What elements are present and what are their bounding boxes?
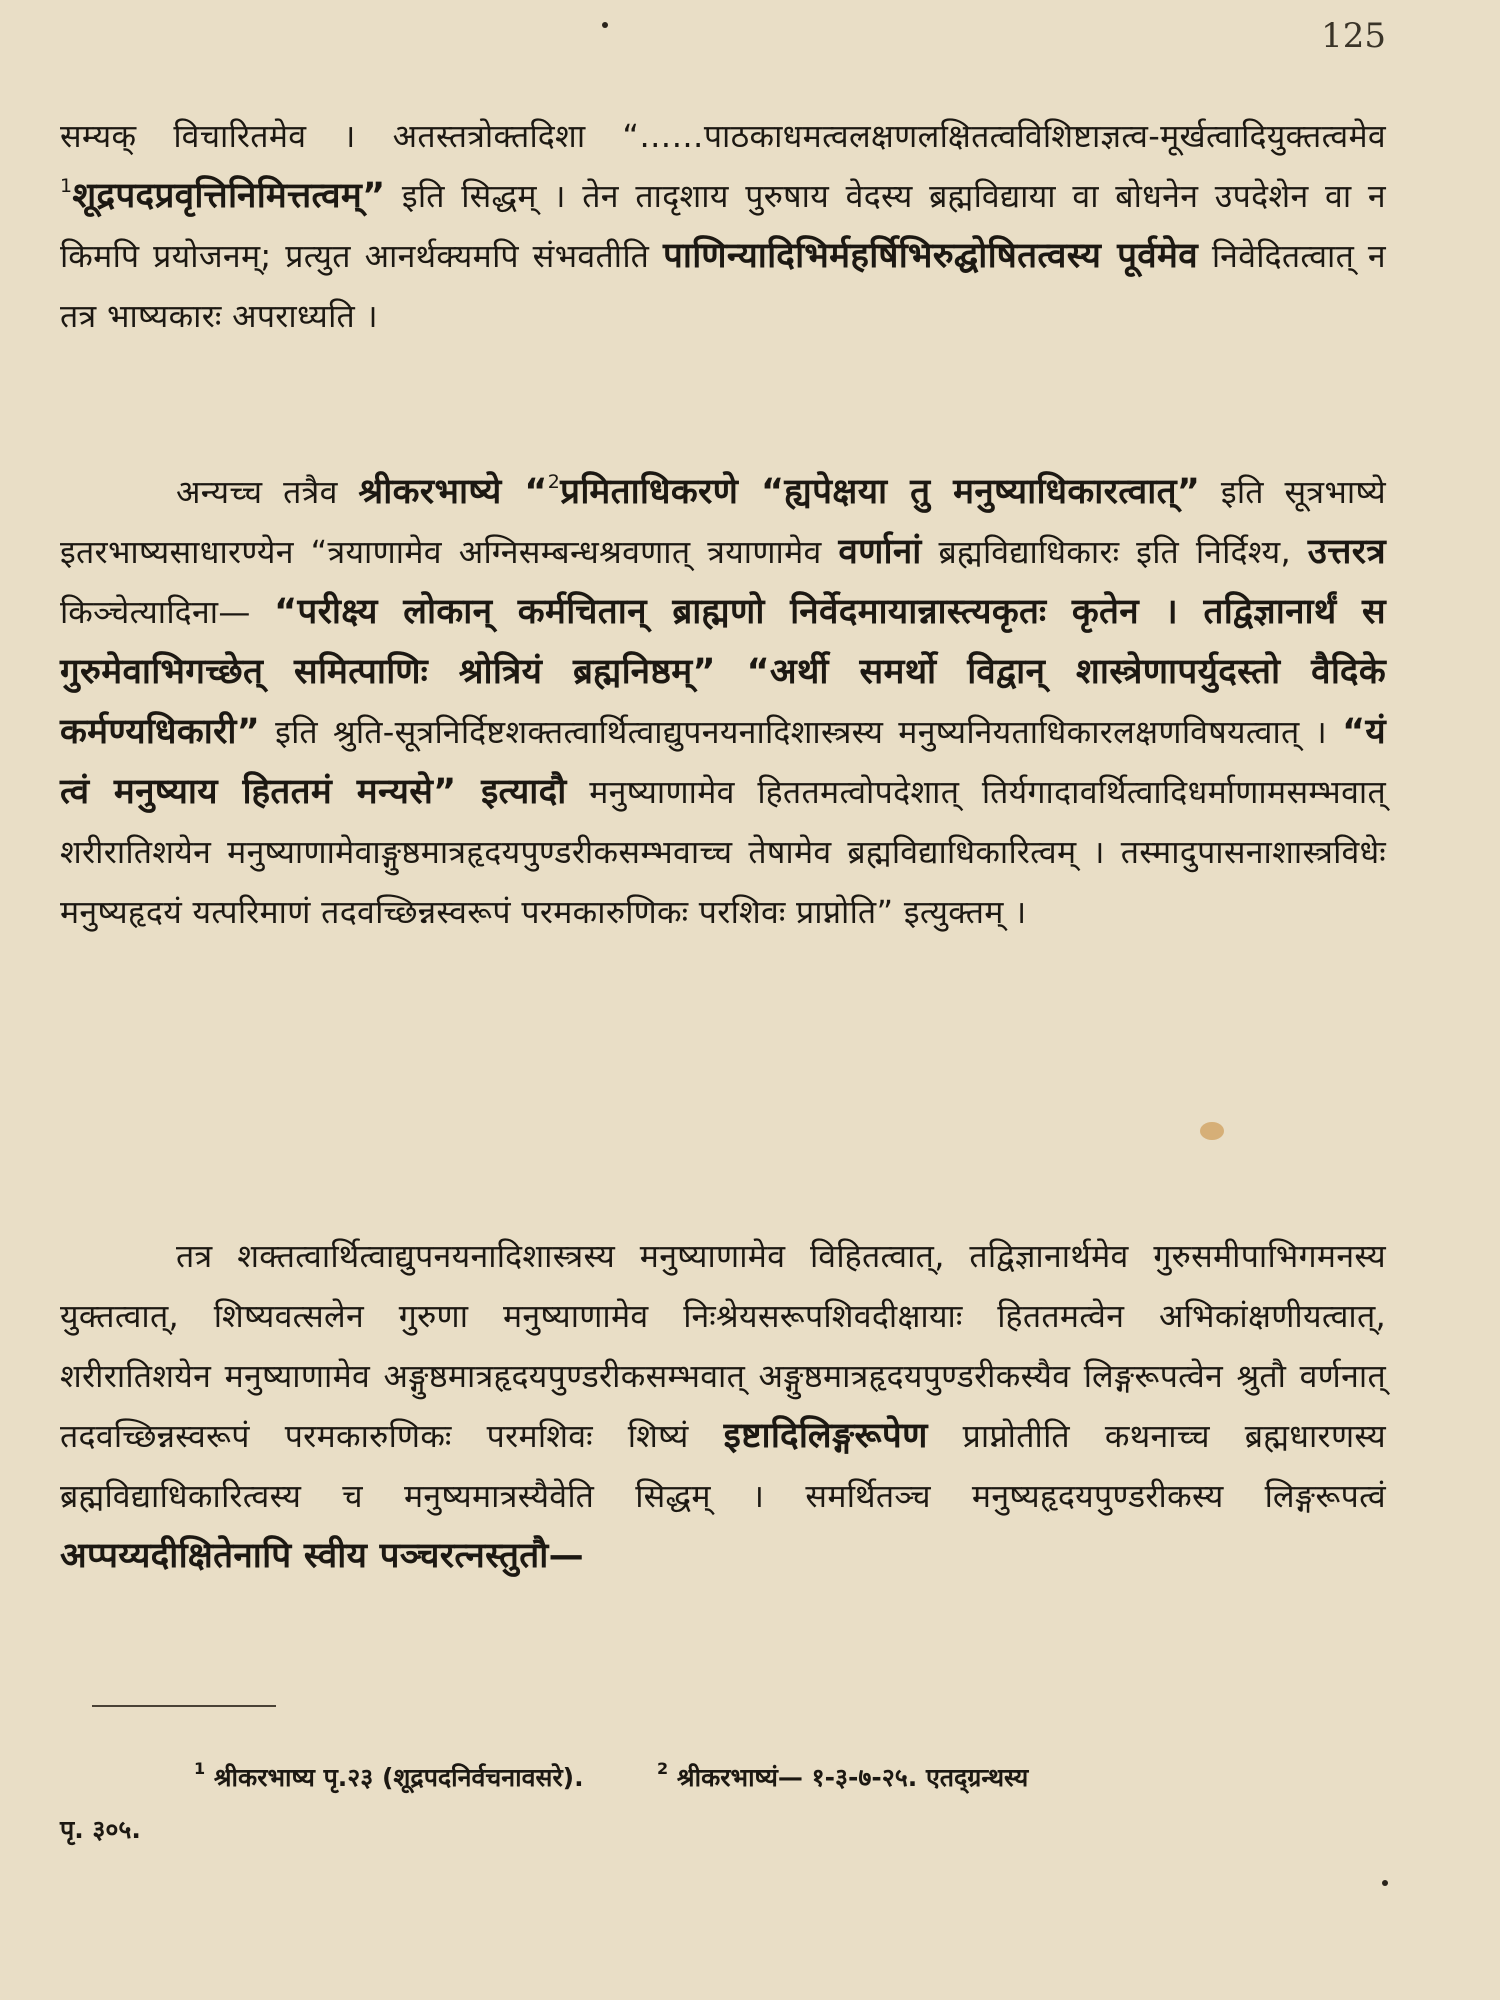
emphasis-text: पाणिन्यादिभिर्महर्षिभिरुद्घोषितत्वस्य पूर्वमेव: [662, 236, 1199, 276]
text-run: इति श्रुति-सूत्रनिर्दिष्टशक्तत्वार्थित्वाद्युपनयनादिशास्त्रस्य मनुष्यनियताधिकारलक्षणविषयत्वात् ।: [260, 713, 1343, 751]
footnote-2-continued: पृ. ३०५.: [60, 1815, 141, 1844]
text-run: प्राप्नोतीति कथनाच्च ब्रह्मधारणस्य ब्रह्मविद्याधिकारित्वस्य च मनुष्यमात्रस्यैवेति सिद्धम् । समर्थितञ्च मनुष्यहृदयपुण्डरीकस्य लिङ्गरूपत्वं: [60, 1417, 1386, 1515]
text-run: मनुष्याणामेव हिततमत्वोपदेशात् तिर्यगादावर्थित्वादिधर्माणामसम्भवात् शरीरातिशयेन मनुष्याणामेवाङ्गुष्ठमात्रहृदयपुण्डरीकसम्भवाच्च तेषामेव ब्रह्मविद्याधिकारित्वम् । तस्मादुपासनाशास्त्रविधेः मनुष्यहृदयं यत्परिमाणं तदवच्छिन्नस्वरूपं परमकारुणिकः परशिवः प्राप्नोति” इत्युक्तम् ।: [60, 773, 1386, 931]
paper-stain: [1200, 1122, 1224, 1140]
footnote-1-text: श्रीकरभाष्य पृ.२३ (शूद्रपदनिर्वचनावसरे).: [213, 1763, 584, 1792]
footnote-divider: [92, 1705, 276, 1707]
text-run: निवेदितत्वात् न तत्र भाष्यकारः अपराध्यति ।: [60, 237, 1386, 335]
emphasis-text: उत्तरत्र: [1307, 532, 1386, 572]
paragraph-2: [60, 462, 1386, 942]
paragraph-1: [60, 106, 1386, 346]
text-run: अन्यच्च तत्रैव: [176, 473, 359, 511]
text-run: सम्यक् विचारितमेव । अतस्तत्रोक्तदिशा “……पाठकाधमत्वलक्षणलक्षितत्वविशिष्टाज्ञत्व-मूर्खत्वादियुक्तत्वमेव: [60, 117, 1386, 155]
emphasis-text: अप्पय्यदीक्षितेनापि स्वीय पञ्चरत्नस्तुतौ—: [60, 1536, 584, 1576]
text-run: इति सिद्धम् । तेन तादृशाय पुरुषाय वेदस्य ब्रह्मविद्याया वा बोधनेन उपदेशेन वा न किमपि प्रयोजनम्; प्रत्युत आनर्थक्यमपि संभवतीति: [60, 177, 1386, 275]
text-run: इति सूत्रभाष्ये इतरभाष्यसाधारण्येन “त्रयाणामेव अग्निसम्बन्धश्रवणात् त्रयाणामेव: [60, 473, 1386, 571]
emphasis-text: प्रमिताधिकरणे “ह्यपेक्षया तु मनुष्याधिकारत्वात्”: [560, 472, 1201, 512]
emphasis-text: इष्टादिलिङ्गरूपेण: [723, 1416, 928, 1456]
quoted-verse: “परीक्ष्य लोकान् कर्मचितान् ब्राह्मणो निर्वेदमायान्नास्त्यकृतः कृतेन । तद्विज्ञानार्थं स गुरुमेवाभिगच्छेत् समित्पाणिः श्रोत्रियं ब्रह्मनिष्ठम्” “अर्थी समर्थो विद्वान् शास्त्रेणापर्युदस्तो वैदिके कर्मण्यधिकारी”: [60, 592, 1386, 752]
print-speck: [602, 22, 608, 28]
text-run: तत्र शक्तत्वार्थित्वाद्युपनयनादिशास्त्रस्य मनुष्याणामेव विहितत्वात्, तद्विज्ञानार्थमेव गुरुसमीपाभिगमनस्य युक्तत्वात्, शिष्यवत्सलेन गुरुणा मनुष्याणामेव निःश्रेयसरूपशिवदीक्षायाः हिततमत्वेन अभिकांक्षणीयत्वात्, शरीरातिशयेन मनुष्याणामेव अङ्गुष्ठमात्रहृदयपुण्डरीकसम्भवात् अङ्गुष्ठमात्रहृदयपुण्डरीकस्यैव लिङ्गरूपत्वेन श्रुतौ वर्णनात् तदवच्छिन्नस्वरूपं परमकारुणिकः परमशिवः शिष्यं: [60, 1237, 1386, 1455]
emphasis-text: श्रीकरभाष्ये “: [358, 472, 548, 512]
emphasis-text: वर्णानां: [838, 532, 922, 572]
footnotes: [60, 1752, 1386, 1856]
footnote-2-text: श्रीकरभाष्यं— १-३-७-२५. एतद्ग्रन्थस्य: [676, 1763, 1029, 1792]
footnote-ref-1[interactable]: 1: [60, 175, 73, 197]
footnote-ref-2[interactable]: 2: [547, 471, 561, 493]
footnote-marker-1: 1: [194, 1759, 206, 1778]
quoted-verse: “यं त्वं मनुष्याय हिततमं मन्यसे” इत्यादौ: [60, 712, 1386, 812]
footnote-line: [60, 1752, 1386, 1804]
text-run: किञ्चेत्यादिना—: [60, 593, 275, 631]
paragraph-3: [60, 1226, 1386, 1586]
text-run: ब्रह्मविद्याधिकारः इति निर्दिश्य,: [921, 533, 1308, 571]
footnote-marker-2: 2: [657, 1759, 669, 1778]
emphasis-text: शूद्रपदप्रवृत्तिनिमित्तत्वम्”: [72, 176, 386, 216]
page-number: 125: [1321, 16, 1386, 56]
print-speck: [1382, 1880, 1388, 1886]
